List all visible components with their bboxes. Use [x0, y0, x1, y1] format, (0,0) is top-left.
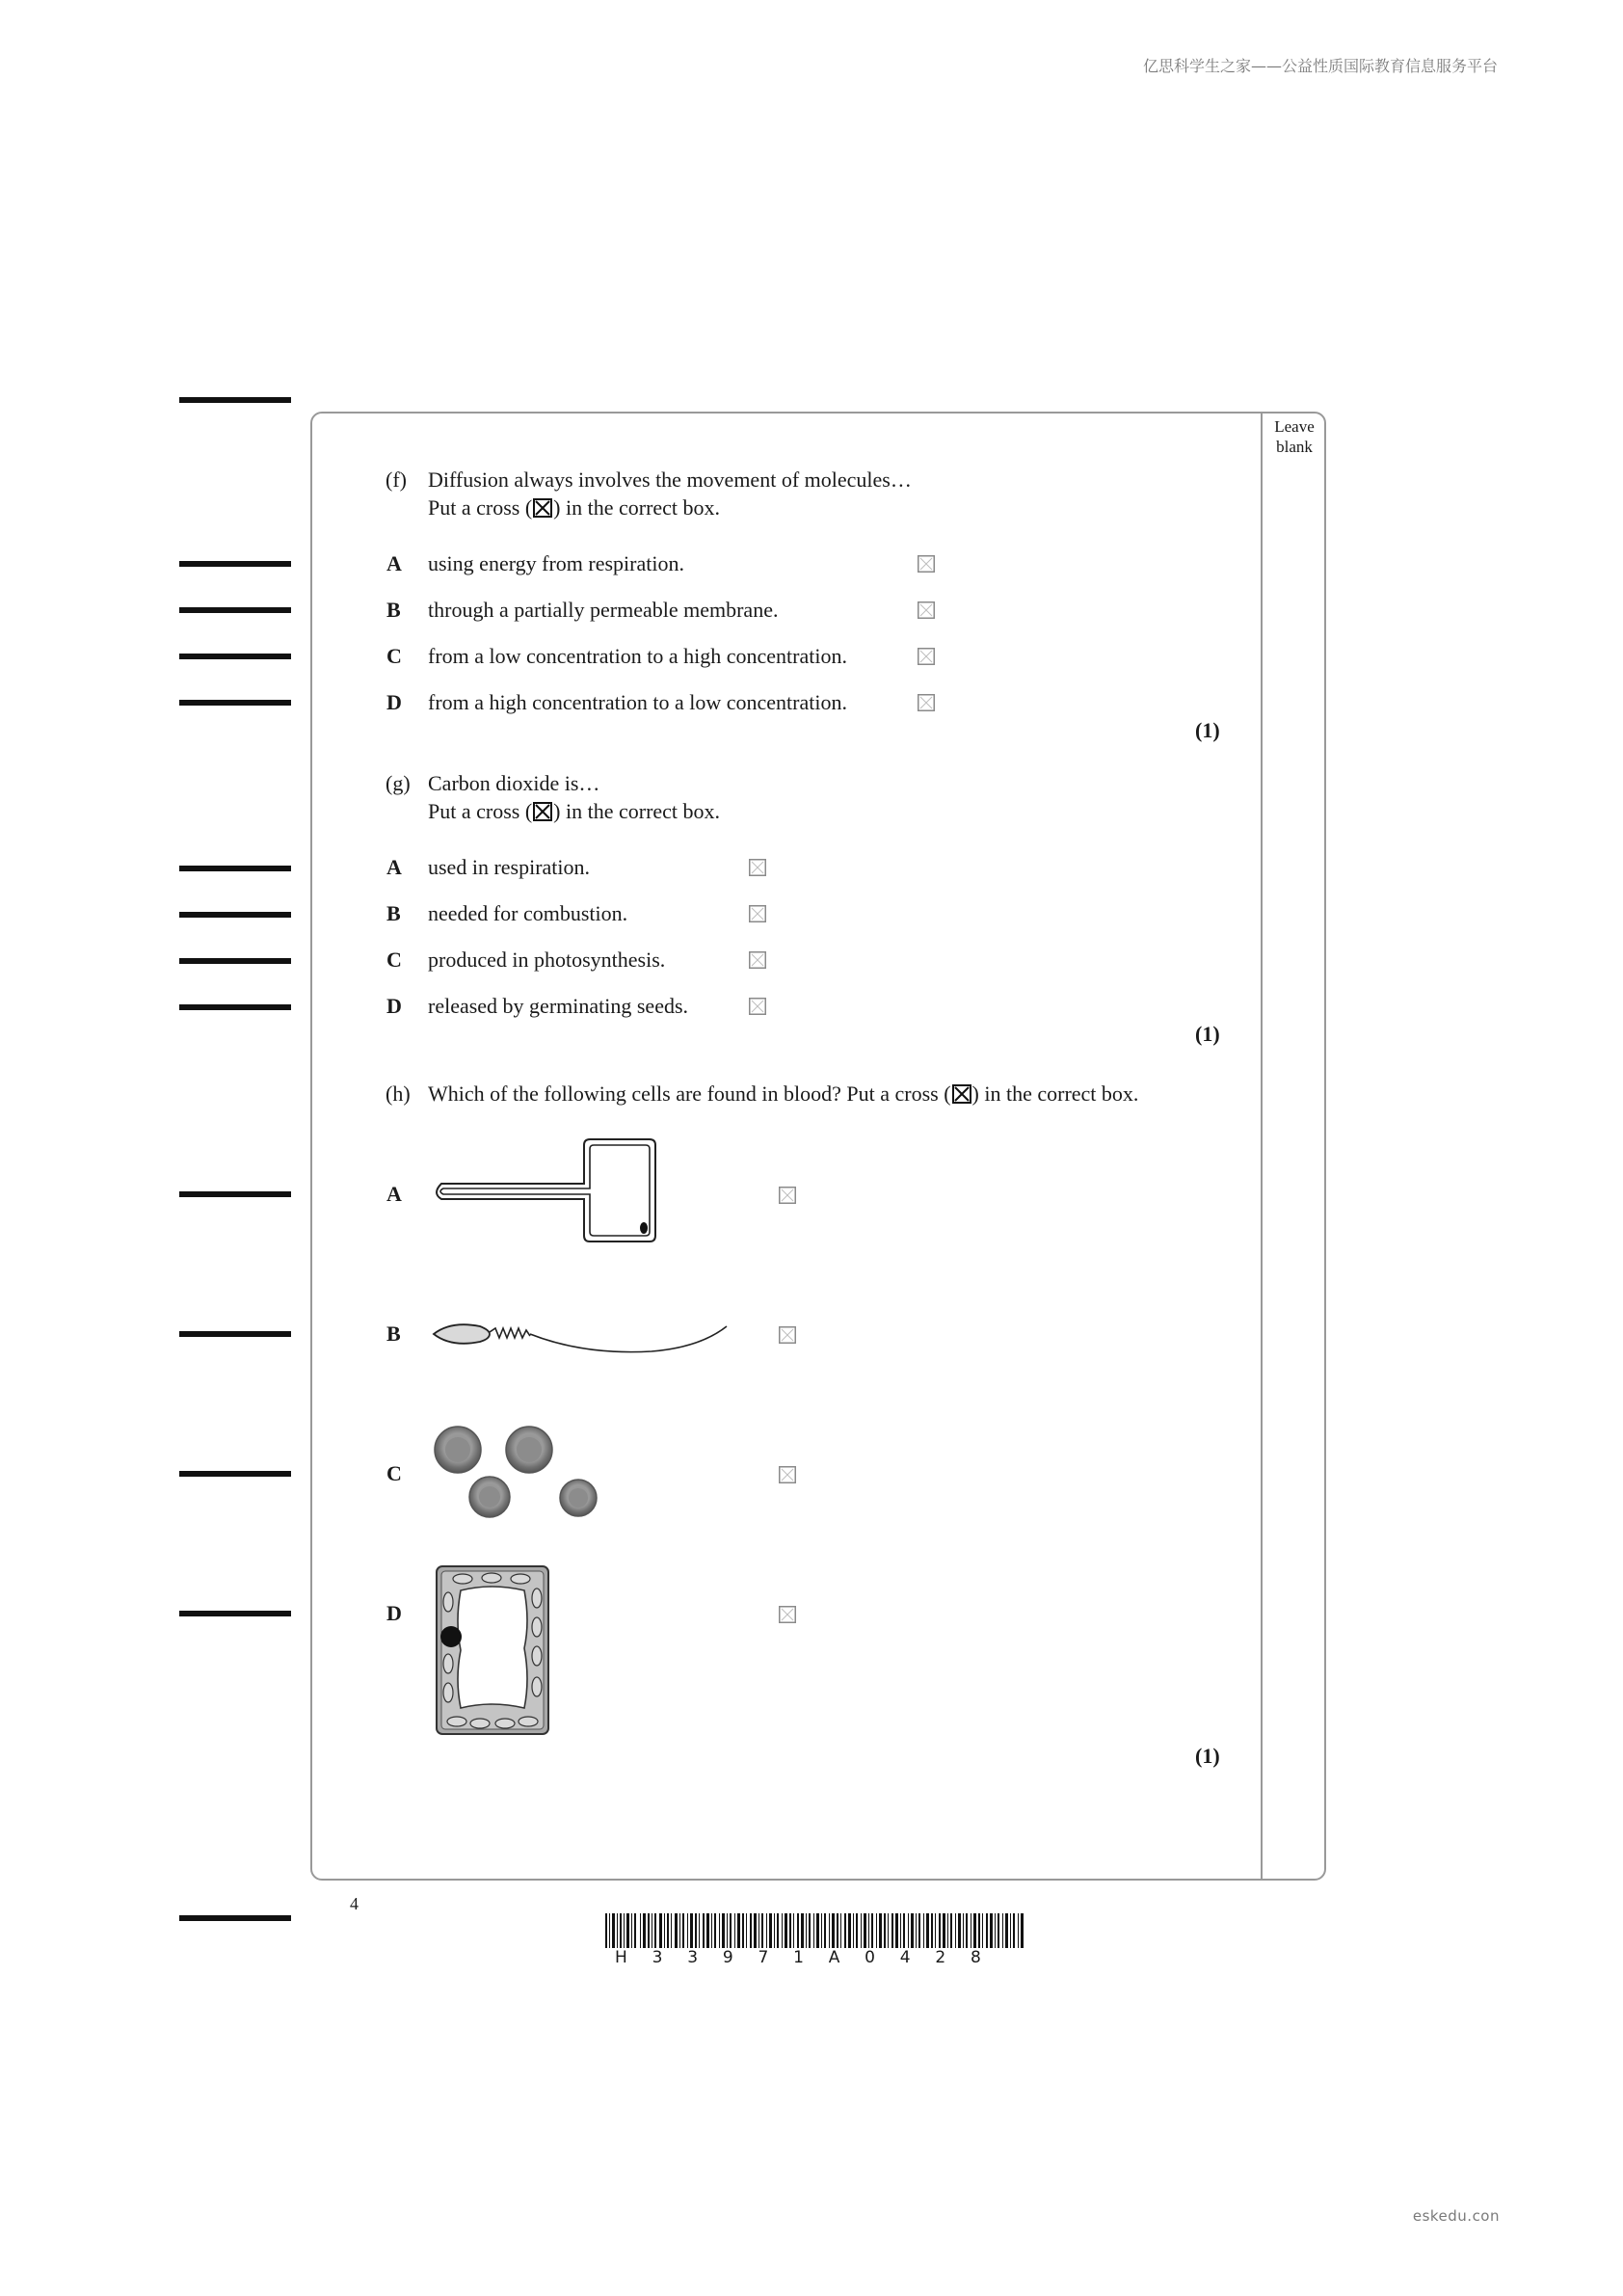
option-g-d-checkbox[interactable]: [749, 998, 766, 1015]
option-g-b-text: needed for combustion.: [428, 901, 628, 925]
margin-tick: [179, 700, 291, 706]
option-f-a-letter: A: [386, 551, 402, 575]
question-g-marks: (1): [1195, 1022, 1220, 1046]
margin-tick: [179, 607, 291, 613]
option-h-b-checkbox[interactable]: [779, 1326, 796, 1344]
option-h-a-checkbox[interactable]: [779, 1187, 796, 1204]
margin-tick: [179, 561, 291, 567]
margin-tick: [179, 1004, 291, 1010]
option-f-a-checkbox[interactable]: [918, 555, 935, 573]
option-g-a-checkbox[interactable]: [749, 859, 766, 876]
margin-tick: [179, 1915, 291, 1921]
margin-tick: [179, 912, 291, 918]
page-number: 4: [350, 1894, 359, 1913]
option-g-a-letter: A: [386, 855, 402, 879]
question-g-number: (g): [386, 771, 411, 795]
root-hair-cell-icon: [430, 1135, 661, 1245]
question-g-stem: Carbon dioxide is…: [428, 771, 600, 795]
option-h-b-letter: B: [386, 1322, 401, 1346]
option-f-d-text: from a high concentration to a low concentration.: [428, 690, 847, 714]
option-f-d-checkbox[interactable]: [918, 694, 935, 711]
red-blood-cells-icon: [432, 1425, 601, 1521]
question-h-marks: (1): [1195, 1744, 1220, 1768]
margin-tick: [179, 1331, 291, 1337]
option-h-d-checkbox[interactable]: [779, 1606, 796, 1623]
option-h-c-letter: C: [386, 1461, 402, 1485]
option-f-c-text: from a low concentration to a high concentration.: [428, 644, 847, 668]
question-g-instruction: Put a cross ( ) in the correct box.: [428, 799, 721, 823]
option-f-a-text: using energy from respiration.: [428, 551, 684, 575]
margin-tick: [179, 397, 291, 403]
option-g-b-checkbox[interactable]: [749, 905, 766, 922]
question-f-number: (f): [386, 467, 407, 492]
option-f-b-checkbox[interactable]: [918, 601, 935, 619]
margin-tick: [179, 1471, 291, 1477]
barcode-number: H 3 3 9 7 1 A 0 4 2 8: [615, 1948, 986, 1967]
question-h-stem: Which of the following cells are found in blood? Put a cross ( ) in the correct box.: [428, 1081, 1139, 1106]
option-f-b-text: through a partially permeable membrane.: [428, 598, 779, 622]
sperm-cell-icon: [430, 1313, 732, 1361]
barcode-icon: [605, 1913, 1025, 1948]
margin-tick: [179, 866, 291, 871]
option-g-d-text: released by germinating seeds.: [428, 994, 689, 1018]
question-h-number: (h): [386, 1081, 411, 1106]
question-f-marks: (1): [1195, 718, 1220, 742]
option-h-c-checkbox[interactable]: [779, 1466, 796, 1483]
margin-tick: [179, 958, 291, 964]
question-f-instruction: Put a cross ( ) in the correct box.: [428, 495, 721, 520]
option-g-c-text: produced in photosynthesis.: [428, 948, 666, 972]
question-f-stem: Diffusion always involves the movement of molecules…: [428, 467, 912, 492]
option-h-d-letter: D: [386, 1601, 402, 1625]
option-f-c-letter: C: [386, 644, 402, 668]
option-h-a-letter: A: [386, 1182, 402, 1206]
leave-blank-divider: [1261, 413, 1263, 1880]
cross-box-icon: [533, 498, 552, 518]
footer-watermark: eskedu.con: [1412, 2207, 1500, 2225]
option-g-a-text: used in respiration.: [428, 855, 591, 879]
margin-tick: [179, 654, 291, 659]
cross-box-icon: [533, 802, 552, 821]
option-g-d-letter: D: [386, 994, 402, 1018]
option-g-c-checkbox[interactable]: [749, 951, 766, 969]
header-watermark: 亿思科学生之家——公益性质国际教育信息服务平台: [1142, 57, 1498, 75]
leave-blank-label: Leave blank: [1274, 417, 1315, 456]
cross-box-icon: [952, 1084, 971, 1104]
margin-tick: [179, 1611, 291, 1616]
option-f-c-checkbox[interactable]: [918, 648, 935, 665]
margin-tick: [179, 1191, 291, 1197]
option-g-b-letter: B: [386, 901, 401, 925]
option-f-d-letter: D: [386, 690, 402, 714]
plant-cell-icon: [434, 1563, 551, 1737]
option-f-b-letter: B: [386, 598, 401, 622]
option-g-c-letter: C: [386, 948, 402, 972]
